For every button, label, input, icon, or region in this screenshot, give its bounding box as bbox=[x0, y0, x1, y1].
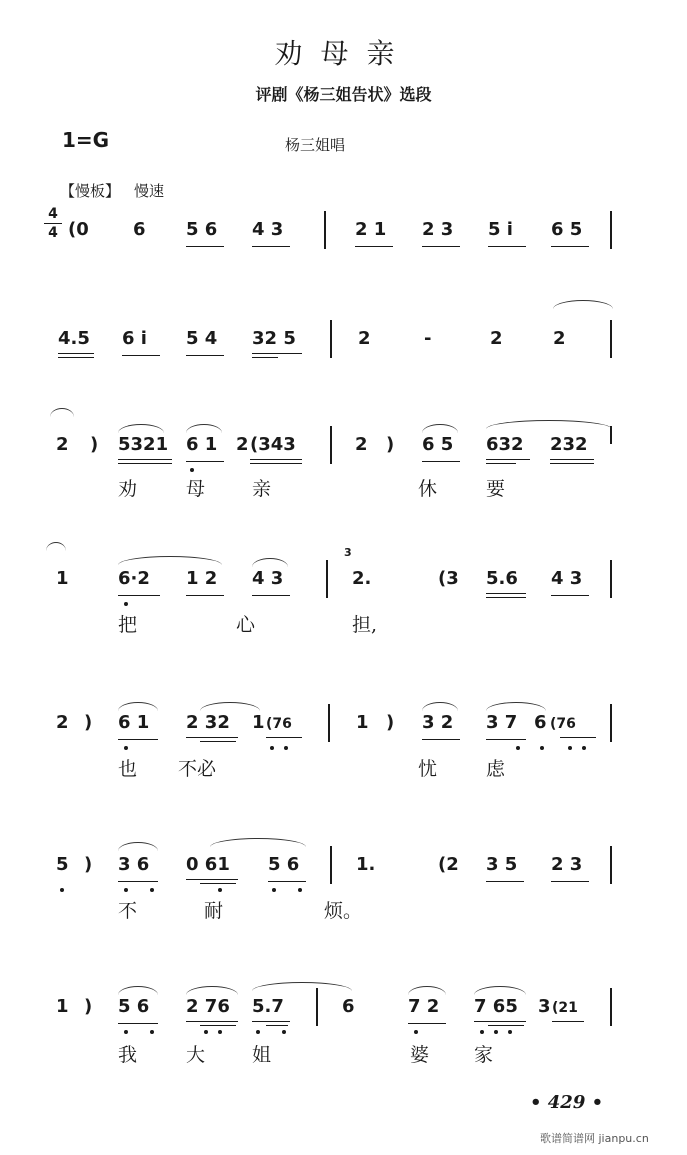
underline bbox=[488, 1025, 524, 1026]
note-group: (2 bbox=[438, 854, 459, 875]
slur bbox=[486, 420, 612, 429]
octave-dot bbox=[494, 1030, 498, 1034]
underline bbox=[551, 246, 589, 247]
underline bbox=[252, 353, 302, 354]
lyric: 家 bbox=[474, 1044, 494, 1066]
underline bbox=[252, 595, 290, 596]
note-group: 2 32 bbox=[186, 712, 230, 733]
slur bbox=[422, 702, 458, 711]
note-group: 5 bbox=[56, 854, 69, 875]
measure-number: 3 bbox=[344, 546, 352, 559]
slur bbox=[252, 558, 288, 567]
tempo-style: 【慢板】 bbox=[60, 182, 121, 200]
lyric: 大 bbox=[186, 1044, 206, 1066]
note-group: 7 2 bbox=[408, 996, 440, 1017]
octave-dot bbox=[284, 746, 288, 750]
underline bbox=[486, 463, 516, 464]
barline bbox=[610, 320, 612, 358]
underline bbox=[58, 353, 94, 354]
underline bbox=[200, 883, 236, 884]
barline bbox=[328, 704, 330, 742]
time-signature-bottom: 4 bbox=[48, 225, 58, 241]
note-group: 3 2 bbox=[422, 712, 454, 733]
note-group: 5 6 bbox=[186, 219, 218, 240]
note-group: 2 bbox=[56, 712, 69, 733]
barline bbox=[316, 988, 318, 1026]
underline bbox=[186, 1021, 238, 1022]
lyric: 也 bbox=[118, 758, 138, 780]
note-group: (3 bbox=[438, 568, 459, 589]
underline bbox=[422, 246, 460, 247]
slur bbox=[252, 982, 352, 991]
tempo-marking bbox=[60, 180, 178, 201]
lyrics-line-4 bbox=[0, 610, 687, 640]
barline bbox=[330, 426, 332, 464]
note-group: ) bbox=[386, 434, 395, 455]
singer-credit: 杨三姐唱 bbox=[285, 136, 346, 154]
lyric: 把 bbox=[118, 614, 138, 636]
underline bbox=[550, 459, 594, 460]
underline bbox=[200, 741, 236, 742]
note-group: 3 7 bbox=[486, 712, 518, 733]
underline bbox=[266, 1025, 288, 1026]
note-group: 32 5 bbox=[252, 328, 296, 349]
underline bbox=[118, 1023, 158, 1024]
octave-dot bbox=[508, 1030, 512, 1034]
lyric: 不必 bbox=[178, 758, 217, 780]
slur bbox=[186, 424, 222, 433]
lyric: 耐 bbox=[204, 900, 224, 922]
octave-dot bbox=[540, 746, 544, 750]
slur bbox=[118, 842, 158, 851]
lyric: 担, bbox=[352, 614, 378, 636]
lyric: 劝 bbox=[118, 478, 138, 500]
lyric: 忧 bbox=[418, 758, 438, 780]
lyric: 烦。 bbox=[324, 900, 363, 922]
octave-dot bbox=[568, 746, 572, 750]
octave-dot bbox=[516, 746, 520, 750]
underline bbox=[252, 246, 290, 247]
note-group: ) bbox=[386, 712, 395, 733]
underline bbox=[200, 1025, 236, 1026]
note-group: 6 bbox=[133, 219, 146, 240]
note-group: 7 65 bbox=[474, 996, 518, 1017]
barline bbox=[324, 211, 326, 249]
underline bbox=[551, 881, 589, 882]
note-group: 1 2 bbox=[186, 568, 218, 589]
lyric: 休 bbox=[418, 478, 438, 500]
note-group: 5.6 bbox=[486, 568, 518, 589]
note-group: 5 4 bbox=[186, 328, 218, 349]
note-group: (343 bbox=[250, 434, 296, 455]
barline bbox=[610, 560, 612, 598]
note-group: (21 bbox=[552, 1000, 578, 1016]
note-group: 2 76 bbox=[186, 996, 230, 1017]
octave-dot bbox=[282, 1030, 286, 1034]
underline bbox=[186, 737, 238, 738]
underline bbox=[186, 879, 238, 880]
note-group: 2 bbox=[490, 328, 503, 349]
note-group: 4 3 bbox=[551, 568, 583, 589]
underline bbox=[186, 595, 224, 596]
slur bbox=[118, 556, 222, 565]
underline bbox=[118, 739, 158, 740]
octave-dot bbox=[298, 888, 302, 892]
note-group: 1 bbox=[56, 996, 69, 1017]
underline bbox=[186, 246, 224, 247]
barline bbox=[610, 704, 612, 742]
note-group: 1 bbox=[356, 712, 369, 733]
note-group: 6 5 bbox=[551, 219, 583, 240]
lyric: 要 bbox=[486, 478, 506, 500]
underline bbox=[550, 463, 594, 464]
lyric: 心 bbox=[236, 614, 256, 636]
barline bbox=[330, 320, 332, 358]
underline bbox=[422, 739, 460, 740]
underline bbox=[486, 739, 526, 740]
underline bbox=[552, 1021, 584, 1022]
underline bbox=[266, 737, 302, 738]
note-group: 2 bbox=[236, 434, 249, 455]
song-title: 劝母亲 bbox=[274, 37, 413, 70]
note-group: 3 bbox=[538, 996, 551, 1017]
note-group: ) bbox=[84, 996, 93, 1017]
lyric: 虑 bbox=[486, 758, 506, 780]
octave-dot bbox=[60, 888, 64, 892]
note-group: ) bbox=[84, 712, 93, 733]
lyrics-line-6 bbox=[0, 896, 687, 926]
note-group: 4.5 bbox=[58, 328, 90, 349]
note-group: (0 bbox=[68, 219, 89, 240]
note-group: 2 bbox=[355, 434, 368, 455]
octave-dot bbox=[204, 1030, 208, 1034]
note-group: 4 3 bbox=[252, 219, 284, 240]
octave-dot bbox=[218, 1030, 222, 1034]
octave-dot bbox=[414, 1030, 418, 1034]
note-group: 1 bbox=[252, 712, 265, 733]
song-subtitle: 评剧《杨三姐告状》选段 bbox=[255, 85, 432, 104]
underline bbox=[186, 355, 224, 356]
notation-system-2 bbox=[0, 322, 687, 356]
slur bbox=[422, 424, 458, 433]
note-group: (76 bbox=[266, 716, 292, 732]
note-group: 4 3 bbox=[252, 568, 284, 589]
underline bbox=[486, 597, 526, 598]
note-group: 232 bbox=[550, 434, 588, 455]
lyric: 不 bbox=[118, 900, 138, 922]
lyric: 母 bbox=[186, 478, 206, 500]
underline bbox=[486, 881, 524, 882]
note-group: 6 1 bbox=[118, 712, 150, 733]
slur bbox=[210, 838, 306, 847]
octave-dot bbox=[150, 888, 154, 892]
note-group: 6 1 bbox=[186, 434, 218, 455]
note-group: 6 bbox=[342, 996, 355, 1017]
underline bbox=[486, 593, 526, 594]
note-group: 6 5 bbox=[422, 434, 454, 455]
barline bbox=[610, 211, 612, 249]
slur bbox=[200, 702, 260, 711]
underline bbox=[355, 246, 393, 247]
slur bbox=[186, 986, 238, 995]
watermark: 歌谱简谱网 jianpu.cn bbox=[540, 1132, 649, 1145]
note-group: 5 6 bbox=[268, 854, 300, 875]
note-group: ) bbox=[84, 854, 93, 875]
underline bbox=[118, 595, 160, 596]
lyrics-line-5 bbox=[0, 754, 687, 784]
tie bbox=[50, 408, 74, 417]
note-group: 5321 bbox=[118, 434, 169, 455]
slur bbox=[118, 986, 158, 995]
underline bbox=[252, 1021, 290, 1022]
note-group: 0 61 bbox=[186, 854, 230, 875]
slur bbox=[474, 986, 526, 995]
octave-dot bbox=[124, 888, 128, 892]
octave-dot bbox=[124, 746, 128, 750]
note-group: 3 6 bbox=[118, 854, 150, 875]
note-group: ) bbox=[90, 434, 99, 455]
octave-dot bbox=[124, 602, 128, 606]
tempo-speed: 慢速 bbox=[134, 182, 165, 200]
note-group: 3 5 bbox=[486, 854, 518, 875]
note-group: 6·2 bbox=[118, 568, 150, 589]
note-group: 5.7 bbox=[252, 996, 284, 1017]
key-signature: 1=G bbox=[62, 128, 110, 152]
underline bbox=[118, 463, 172, 464]
notation-system-6 bbox=[0, 848, 687, 882]
note-group: 2 bbox=[358, 328, 371, 349]
lyric: 亲 bbox=[252, 478, 272, 500]
underline bbox=[118, 881, 158, 882]
note-group: 2 bbox=[56, 434, 69, 455]
notation-system-7 bbox=[0, 990, 687, 1024]
underline bbox=[122, 355, 160, 356]
barline bbox=[610, 846, 612, 884]
underline bbox=[551, 595, 589, 596]
barline bbox=[326, 560, 328, 598]
note-group: 5 6 bbox=[118, 996, 150, 1017]
barline bbox=[610, 988, 612, 1026]
page-number: • 429 • bbox=[530, 1092, 604, 1113]
notation-system-3 bbox=[0, 428, 687, 462]
tie bbox=[553, 300, 613, 309]
barline bbox=[330, 846, 332, 884]
note-group: 1. bbox=[356, 854, 376, 875]
lyrics-line-7 bbox=[0, 1040, 687, 1070]
underline bbox=[118, 459, 172, 460]
time-signature-top: 4 bbox=[48, 206, 58, 222]
underline bbox=[186, 461, 224, 462]
underline bbox=[486, 459, 530, 460]
octave-dot bbox=[124, 1030, 128, 1034]
note-group: 2 1 bbox=[355, 219, 387, 240]
underline bbox=[422, 461, 460, 462]
underline bbox=[408, 1023, 446, 1024]
note-group: 2 bbox=[553, 328, 566, 349]
lyric: 我 bbox=[118, 1044, 138, 1066]
notation-system-5 bbox=[0, 706, 687, 740]
slur bbox=[118, 702, 158, 711]
octave-dot bbox=[150, 1030, 154, 1034]
note-group: 632 bbox=[486, 434, 524, 455]
lyrics-line-3 bbox=[0, 474, 687, 504]
note-group: 6 i bbox=[122, 328, 147, 349]
tie bbox=[46, 542, 66, 551]
slur bbox=[486, 702, 546, 711]
underline bbox=[250, 459, 302, 460]
underline bbox=[250, 463, 302, 464]
note-group: 2 3 bbox=[422, 219, 454, 240]
lyric: 姐 bbox=[252, 1044, 272, 1066]
underline bbox=[474, 1021, 526, 1022]
octave-dot bbox=[270, 746, 274, 750]
octave-dot bbox=[256, 1030, 260, 1034]
note-group: (76 bbox=[550, 716, 576, 732]
note-group: 5 i bbox=[488, 219, 513, 240]
note-group: 1 bbox=[56, 568, 69, 589]
underline bbox=[58, 357, 94, 358]
slur bbox=[408, 986, 446, 995]
underline bbox=[488, 246, 526, 247]
note-group: 2 3 bbox=[551, 854, 583, 875]
octave-dot bbox=[218, 888, 222, 892]
underline bbox=[268, 881, 306, 882]
slur bbox=[118, 424, 164, 433]
lyric: 婆 bbox=[410, 1044, 430, 1066]
note-group: - bbox=[424, 328, 432, 349]
octave-dot bbox=[190, 468, 194, 472]
note-group: 2. bbox=[352, 568, 372, 589]
notation-system-1 bbox=[0, 213, 687, 247]
notation-system-4 bbox=[0, 546, 687, 596]
octave-dot bbox=[582, 746, 586, 750]
octave-dot bbox=[272, 888, 276, 892]
underline bbox=[560, 737, 596, 738]
octave-dot bbox=[480, 1030, 484, 1034]
underline bbox=[252, 357, 278, 358]
note-group: 6 bbox=[534, 712, 547, 733]
